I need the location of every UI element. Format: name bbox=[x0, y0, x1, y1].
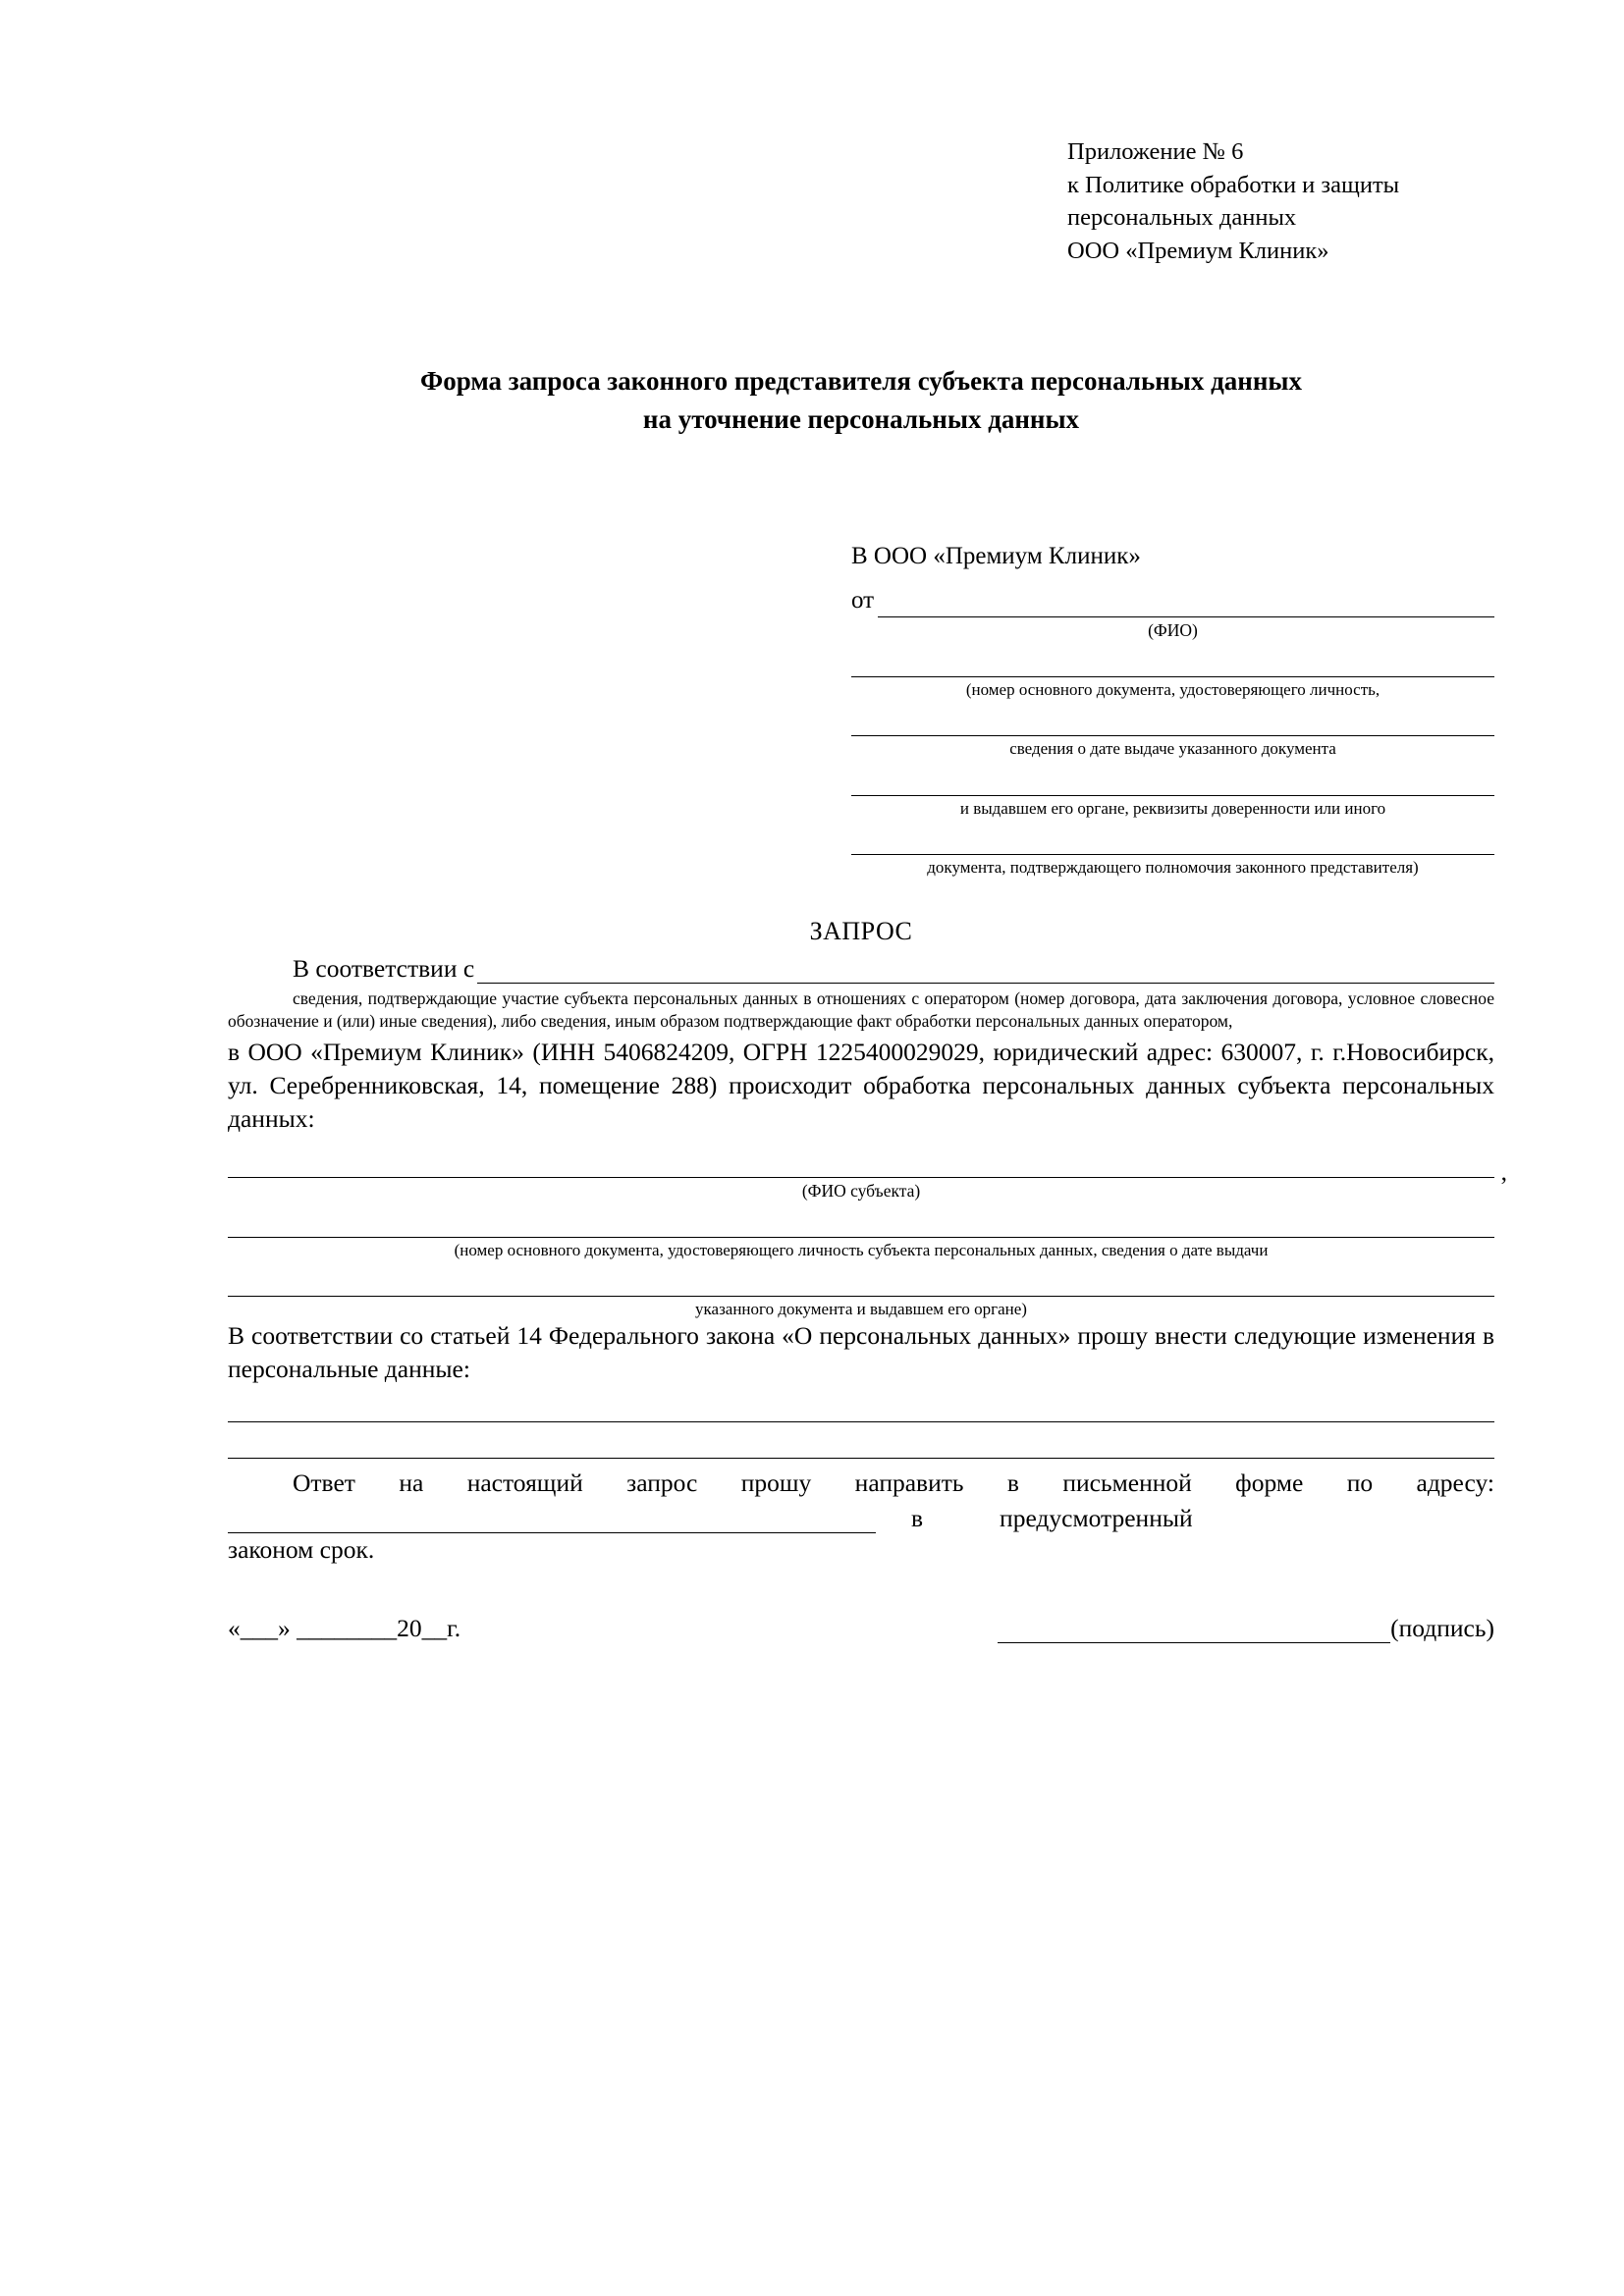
caption-subject-doc2: указанного документа и выдавшем его органе) bbox=[695, 1300, 1027, 1319]
subject-doc-input-line[interactable] bbox=[228, 1217, 1494, 1238]
appendix-number: Приложение № 6 bbox=[1067, 138, 1244, 165]
page-title-line1: Форма запроса законного представителя субъекта персональных данных bbox=[420, 366, 1302, 397]
subject-fio-input-line[interactable] bbox=[228, 1157, 1494, 1178]
request-heading: ЗАПРОС bbox=[809, 917, 913, 946]
subject-fio-row bbox=[228, 1156, 1507, 1186]
accordance-input-line[interactable] bbox=[477, 963, 1494, 984]
doc-authority-input-line[interactable] bbox=[851, 834, 1494, 855]
accordance-label: В соответствии с bbox=[293, 954, 475, 984]
doc-date-input-line[interactable] bbox=[851, 716, 1494, 736]
answer-address-row bbox=[228, 1504, 1494, 1533]
caption-doc-date: сведения о дате выдаче указанного документа bbox=[1009, 739, 1336, 759]
answer-mid-text: в bbox=[911, 1504, 924, 1533]
caption-subject-fio: (ФИО субъекта) bbox=[801, 1180, 921, 1201]
doc-number-input-line[interactable] bbox=[851, 657, 1494, 677]
appendix-header bbox=[1067, 135, 1494, 267]
signature-label: (подпись) bbox=[1390, 1614, 1494, 1643]
accordance-fine-print-text: сведения, подтверждающие участие субъекта персональных данных в отношениях с оператором (номер договора, дата заключения договора, условное словесное обозначение и (или) иные сведения), либо сведения, иным образом подтверждающие факт обработки персональных данных оператором, bbox=[228, 988, 1494, 1031]
organization-paragraph: в ООО «Премиум Клиник» (ИНН 5406824209, ОГРН 1225400029029, юридический адрес: 630007, г. г.Новосибирск, ул. Серебренниковская, 14, помещение 288) происходит обработка персональных данных субъекта персональных данных: bbox=[228, 1037, 1494, 1133]
appendix-org-name: ООО «Премиум Клиник» bbox=[1067, 237, 1329, 264]
changes-input-line-1[interactable] bbox=[228, 1402, 1494, 1422]
signature-row bbox=[228, 1614, 1494, 1643]
appendix-policy-line2: персональных данных bbox=[1067, 204, 1297, 232]
caption-subject-doc: (номер основного документа, удостоверяющего личность субъекта персональных данных, сведения о дате выдачи bbox=[454, 1240, 1269, 1259]
accordance-fine-print bbox=[228, 988, 1494, 1031]
from-input-line[interactable] bbox=[878, 597, 1494, 617]
answer-tail-text: предусмотренный bbox=[1000, 1504, 1193, 1533]
answer-intro: Ответ на настоящий запрос прошу направить в письменной форме по адресу: bbox=[293, 1468, 1494, 1498]
answer-address-input-line[interactable] bbox=[228, 1511, 876, 1533]
addressee-organization: В ООО «Премиум Клиник» bbox=[851, 542, 1141, 569]
signature-input-line[interactable] bbox=[998, 1623, 1390, 1643]
caption-doc-number: (номер основного документа, удостоверяющего личность, bbox=[965, 679, 1380, 699]
page-title bbox=[228, 362, 1494, 438]
caption-doc-organ: и выдавшем его органе, реквизиты доверенности или иного bbox=[959, 798, 1386, 818]
law-paragraph: В соответствии со статьей 14 Федерального закона «О персональных данных» прошу внести следующие изменения в персональные данные: bbox=[228, 1321, 1494, 1384]
caption-fio: (ФИО) bbox=[1148, 619, 1198, 640]
document-content bbox=[228, 135, 1507, 1643]
accordance-row bbox=[228, 954, 1494, 984]
caption-doc-authority: документа, подтверждающего полномочия законного представителя) bbox=[927, 858, 1419, 878]
appendix-policy-line1: к Политике обработки и защиты bbox=[1067, 171, 1400, 198]
answer-block bbox=[228, 1467, 1494, 1567]
page-title-line2: на уточнение персональных данных bbox=[642, 403, 1080, 434]
subject-doc-organ-input-line[interactable] bbox=[228, 1276, 1494, 1297]
date-field[interactable]: «___» ________20__г. bbox=[228, 1614, 461, 1643]
subject-fio-comma: , bbox=[1500, 1156, 1507, 1186]
from-field-row bbox=[851, 585, 1494, 617]
addressee-block bbox=[851, 541, 1494, 879]
answer-last-line: законом срок. bbox=[228, 1535, 375, 1565]
doc-organ-input-line[interactable] bbox=[851, 775, 1494, 796]
from-label: от bbox=[851, 587, 875, 614]
changes-input-line-2[interactable] bbox=[228, 1438, 1494, 1459]
